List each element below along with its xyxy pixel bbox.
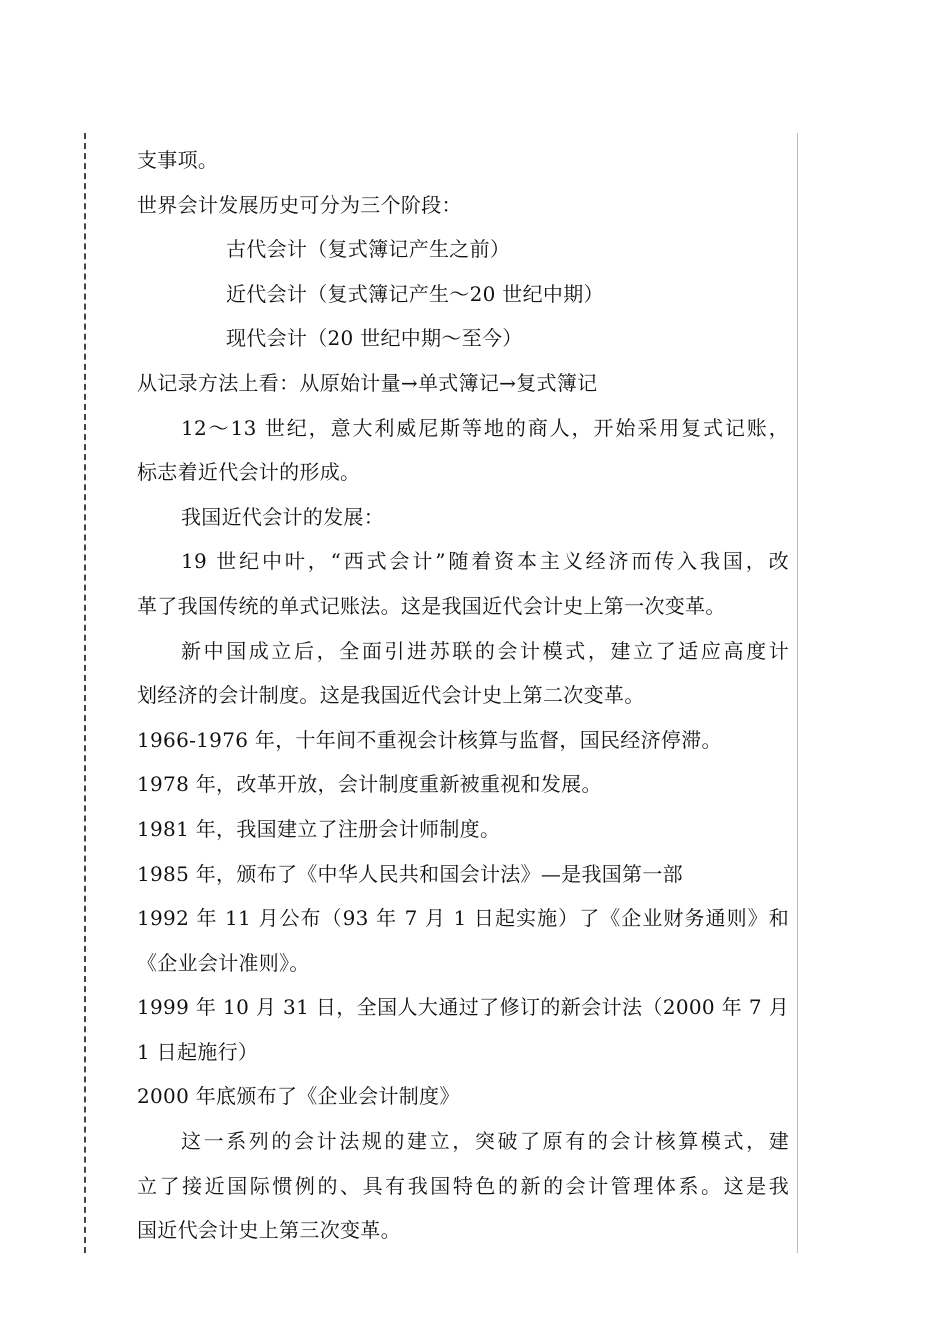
text-line: 12～13 世纪，意大利威尼斯等地的商人，开始采用复式记账，	[181, 415, 789, 440]
text-line: 1999 年 10 月 31 日，全国人大通过了修订的新会计法（2000 年 7 月	[137, 995, 789, 1020]
text-line: 2000 年底颁布了《企业会计制度》	[137, 1084, 460, 1109]
text-line: 标志着近代会计的形成。	[137, 460, 361, 485]
text-line: 《企业会计准则》。	[137, 950, 310, 975]
text-line: 划经济的会计制度。这是我国近代会计史上第二次变革。	[137, 683, 645, 708]
text-line: 国近代会计史上第三次变革。	[137, 1218, 401, 1243]
right-margin-rule	[797, 133, 798, 1253]
text-line: 1992 年 11 月公布（93 年 7 月 1 日起实施）了《企业财务通则》和	[137, 906, 789, 931]
left-dashed-margin-rule	[84, 133, 86, 1253]
text-line: 古代会计（复式簿记产生之前）	[226, 237, 511, 262]
text-line: 1978 年，改革开放，会计制度重新被重视和发展。	[137, 772, 602, 797]
text-line: 19 世纪中叶，“西式会计”随着资本主义经济而传入我国，改	[181, 549, 789, 574]
text-line: 支事项。	[137, 148, 219, 172]
text-line: 我国近代会计的发展：	[181, 504, 384, 529]
text-line: 1981 年，我国建立了注册会计师制度。	[137, 816, 501, 841]
text-line: 近代会计（复式簿记产生～20 世纪中期）	[226, 281, 604, 306]
text-line: 新中国成立后，全面引进苏联的会计模式，建立了适应高度计	[181, 638, 789, 663]
text-line: 立了接近国际惯例的、具有我国特色的新的会计管理体系。这是我	[137, 1173, 789, 1198]
text-line: 世界会计发展历史可分为三个阶段：	[137, 192, 462, 217]
text-line: 这一系列的会计法规的建立，突破了原有的会计核算模式，建	[181, 1129, 789, 1154]
text-line: 1985 年，颁布了《中华人民共和国会计法》—是我国第一部	[137, 861, 683, 886]
text-line: 1 日起施行）	[137, 1039, 259, 1064]
document-body	[137, 138, 789, 1253]
text-line: 现代会计（20 世纪中期～至今）	[226, 326, 523, 351]
text-line: 1966-1976 年，十年间不重视会计核算与监督，国民经济停滞。	[137, 727, 722, 752]
text-line: 革了我国传统的单式记账法。这是我国近代会计史上第一次变革。	[137, 593, 726, 618]
text-line: 从记录方法上看：从原始计量→单式簿记→复式簿记	[137, 370, 598, 395]
